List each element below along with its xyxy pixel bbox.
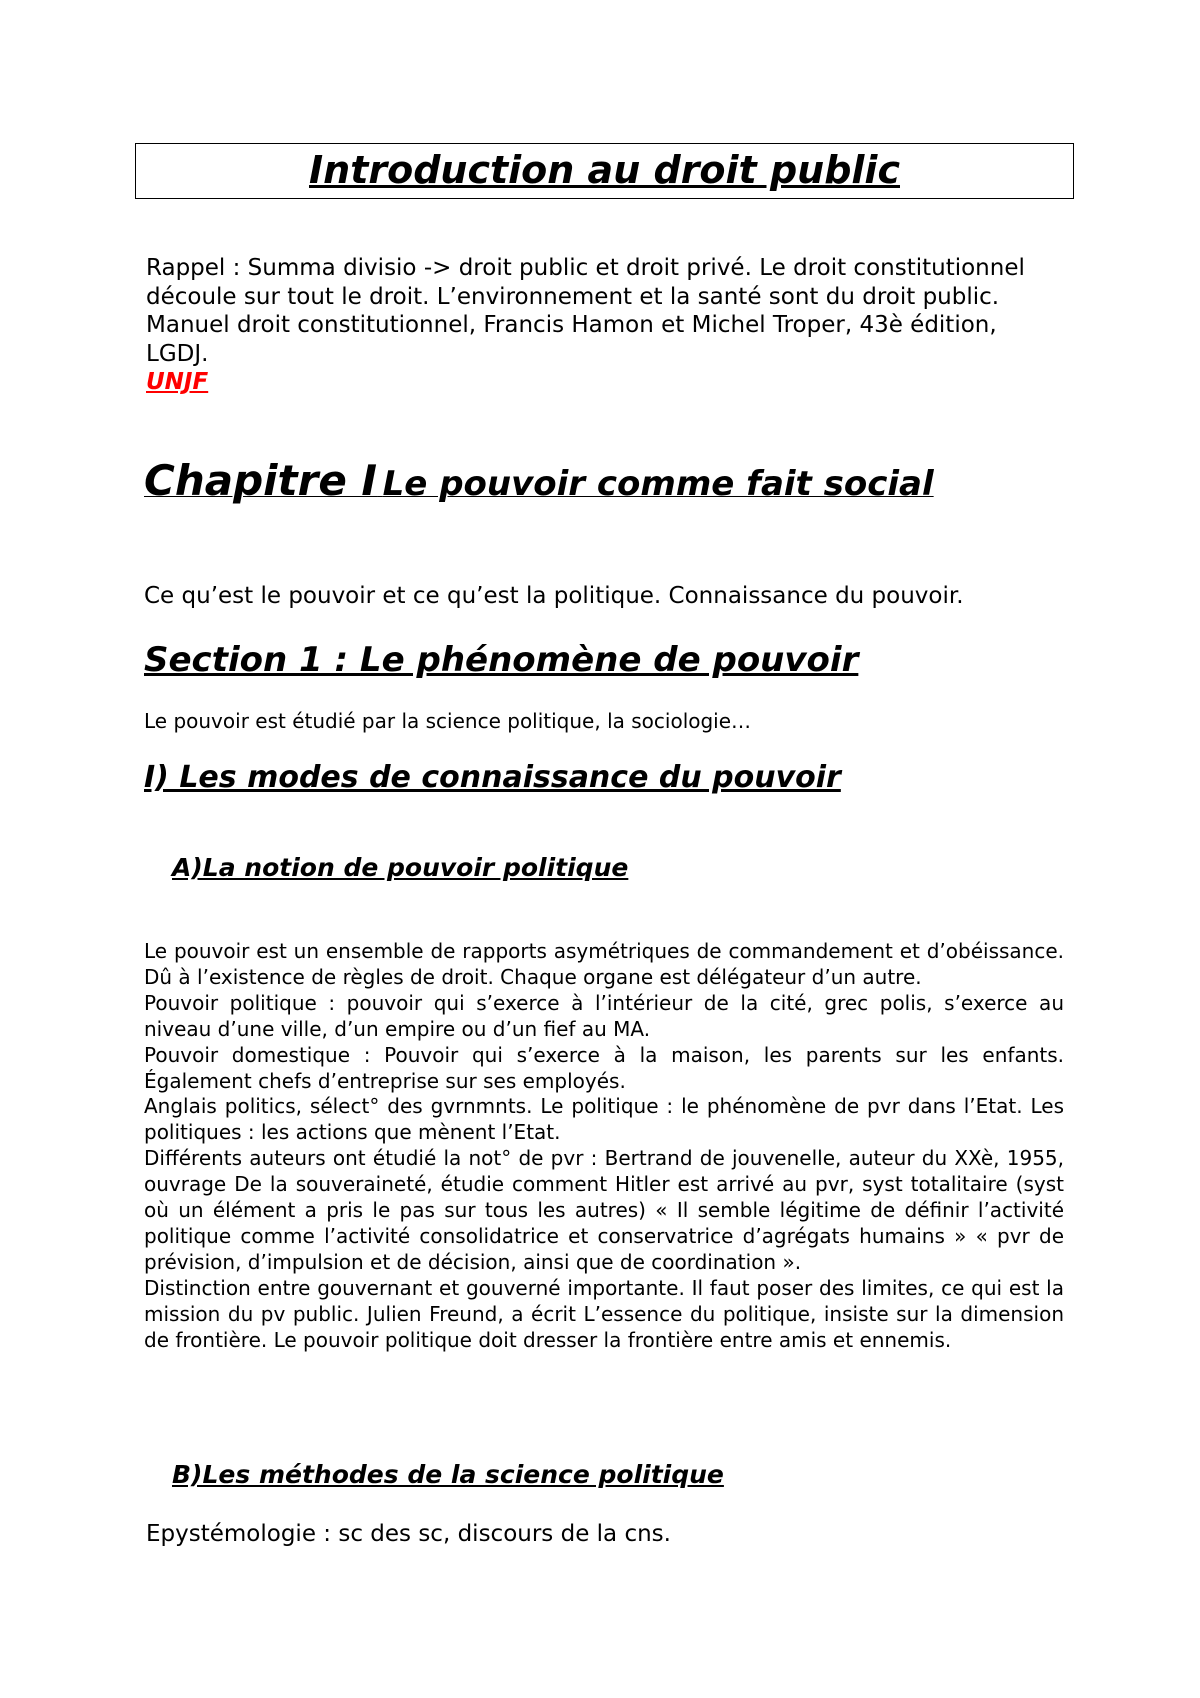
- manuel-paragraph: Manuel droit constitutionnel, Francis Hamon et Michel Troper, 43è édition, LGDJ.: [146, 312, 997, 367]
- part-heading: I) Les modes de connaissance du pouvoir: [144, 760, 841, 795]
- subsection-a-body: [144, 939, 1064, 1354]
- chapter-subtitle: Ce qu’est le pouvoir et ce qu’est la politique. Connaissance du pouvoir.: [144, 583, 964, 609]
- section-heading: Section 1 : Le phénomène de pouvoir: [144, 640, 859, 680]
- body-paragraph: Pouvoir politique : pouvoir qui s’exerce à l’intérieur de la cité, grec polis, s’exerce au niveau d’une ville, d’un empire ou d’un fief au MA.: [144, 990, 1064, 1041]
- subsection-b-heading: B)Les méthodes de la science politique: [172, 1460, 724, 1489]
- chapter-label: Chapitre I: [144, 456, 378, 505]
- subsection-a-heading: A)La notion de pouvoir politique: [172, 853, 629, 882]
- title-box: [135, 143, 1074, 199]
- body-paragraph: Différents auteurs ont étudié la not° de pvr : Bertrand de jouvenelle, auteur du XXè, 1955, ouvrage De la souveraineté, étudie comment Hitler est arrivé au pvr, syst totalitaire (syst où un élément a pris le pas sur tous les autres) « Il semble légitime de définir l’activité politique comme l’activité consolidatrice et conservatrice d’agrégats humains » « pvr de prévision, d’impulsion et de décision, ainsi que de coordination ».: [144, 1146, 1064, 1274]
- document-title: Introduction au droit public: [309, 148, 900, 192]
- body-paragraph: Pouvoir domestique : Pouvoir qui s’exerce à la maison, les parents sur les enfants. Également chefs d’entreprise sur ses employés.: [144, 1042, 1064, 1093]
- body-paragraph: Distinction entre gouvernant et gouverné importante. Il faut poser des limites, ce qui est la mission du pv public. Julien Freund, a écrit L’essence du politique, insiste sur la dimension de frontière. Le pouvoir politique doit dresser la frontière entre amis et ennemis.: [144, 1275, 1064, 1352]
- subsection-b-text: Epystémologie : sc des sc, discours de la cns.: [146, 1521, 671, 1547]
- section-subtitle: Le pouvoir est étudié par la science politique, la sociologie…: [144, 709, 752, 733]
- body-paragraph: Anglais politics, sélect° des gvrnmnts. Le politique : le phénomène de pvr dans l’Etat. Les politiques : les actions que mènent l’Etat.: [144, 1094, 1064, 1145]
- rappel-paragraph: Rappel : Summa divisio -> droit public et droit privé. Le droit constitutionnel découle sur tout le droit. L’environnement et la santé sont du droit public.: [146, 255, 1025, 310]
- chapter-title: Le pouvoir comme fait social: [382, 464, 934, 504]
- unjf-link[interactable]: UNJF: [146, 369, 209, 395]
- chapter-heading: [144, 455, 1044, 516]
- intro-block: [146, 254, 1066, 397]
- body-paragraph: Le pouvoir est un ensemble de rapports asymétriques de commandement et d’obéissance. Dû à l’existence de règles de droit. Chaque organe est délégateur d’un autre.: [144, 939, 1064, 989]
